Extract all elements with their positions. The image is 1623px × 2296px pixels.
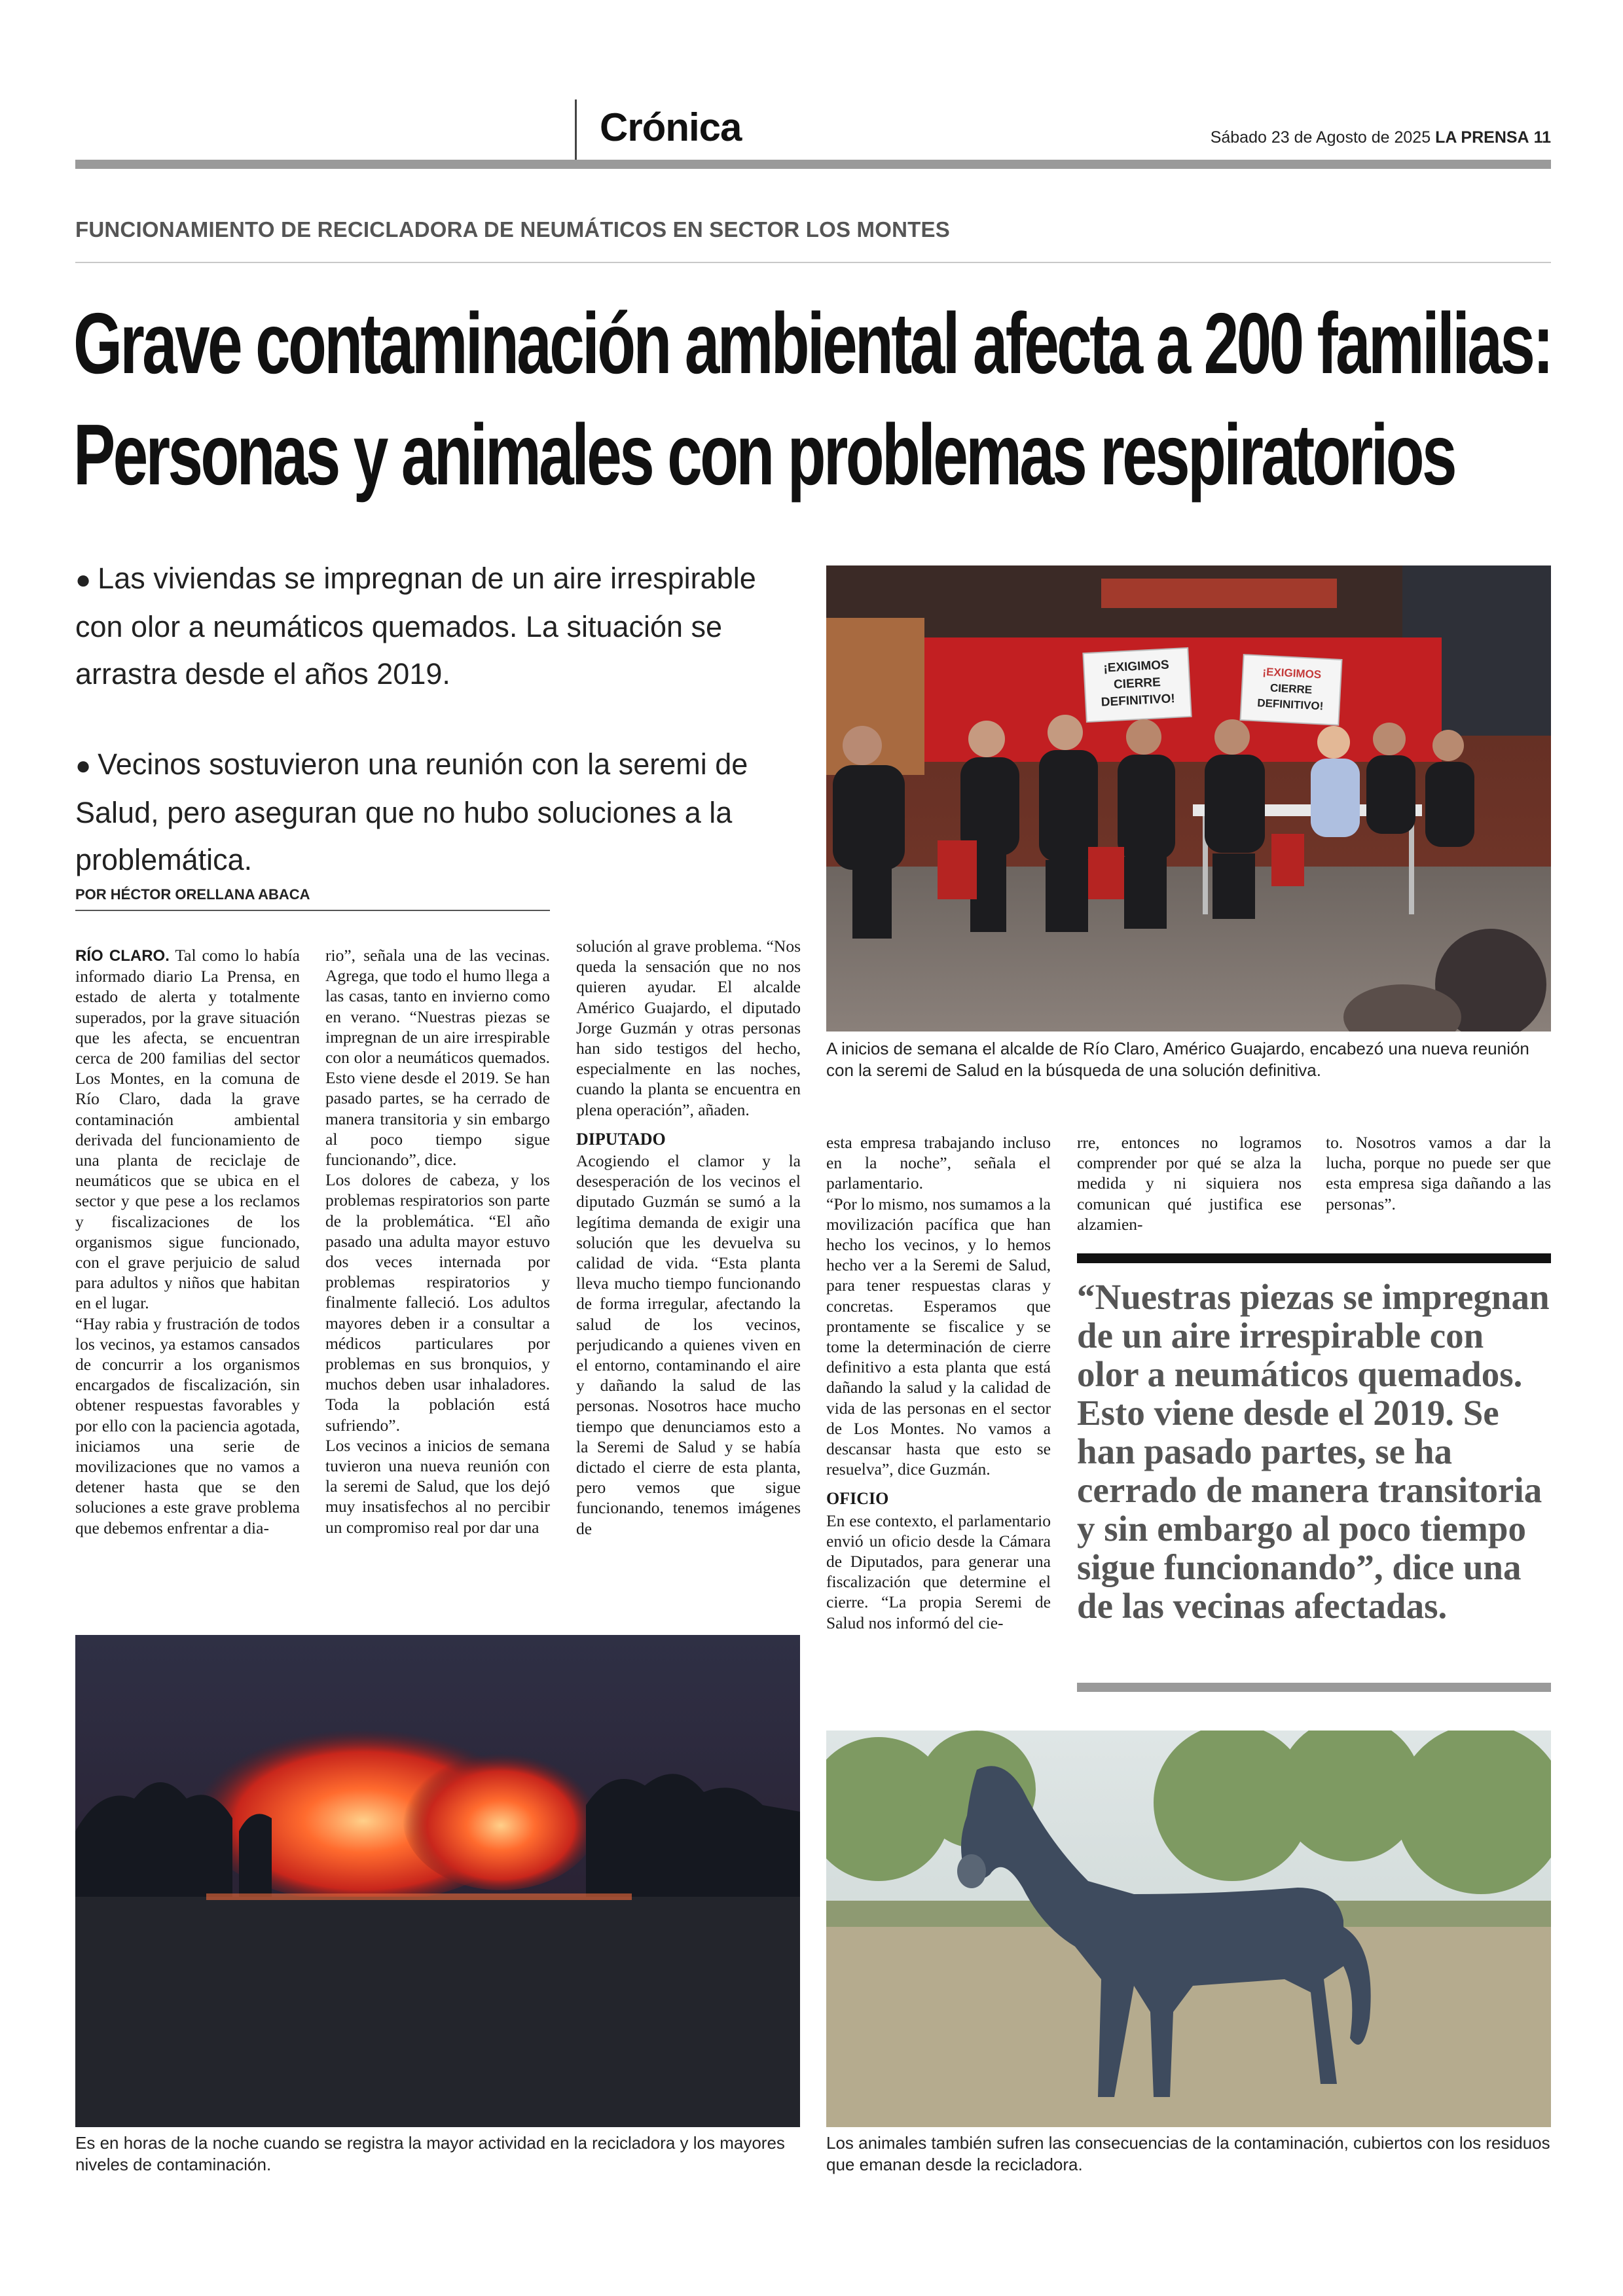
bullet-dot-icon: ● — [75, 751, 92, 780]
body-column-3 — [576, 936, 801, 1539]
horse-photo-caption: Los animales también sufren las consecuencias de la contaminación, cubiertos con los residuos que emanan desde la recicladora. — [826, 2133, 1550, 2174]
byline-rule — [75, 910, 550, 911]
protest-sign-line: ¡EXIGIMOS — [1103, 658, 1170, 675]
body-paragraph: En ese contexto, el parlamentario envió un oficio desde la Cámara de Diputados, para generar una fiscalización que determine el cierre. “La propia Seremi de Salud nos informó del cie- — [826, 1511, 1051, 1632]
newspaper-name: LA PRENSA — [1435, 128, 1529, 147]
pull-quote-bottom-bar — [1077, 1683, 1551, 1692]
body-column-4 — [826, 1132, 1051, 1633]
headline-line-1: Grave contaminación ambiental afecta a 200 familias: — [73, 295, 1552, 391]
issue-date: Sábado 23 de Agosto de 2025 — [1210, 128, 1431, 147]
body-paragraph: Los dolores de cabeza, y los problemas respiratorios son parte de la problemática. “El año pasado una adulta mayor estuvo dos veces internada por problemas respiratorios y finalmente falleció. Los adultos mayores deben ir a consultar a médicos particulares por problemas en sus bronquios, y muchos deben usar inhaladores. Toda la población está sufriendo”. — [325, 1170, 550, 1435]
body-paragraph: rio”, señala una de las vecinas. Agrega, que todo el humo llega a las casas, tanto en invierno como en verano. “Nuestras piezas se impregnan de un aire irrespirable con olor a neumáticos quemados. Esto viene desde el 2019. Se han pasado partes, se ha cerrado de manera transitoria y sin embargo al poco tiempo sigue funcionando”, dice. — [325, 946, 550, 1170]
body-paragraph — [75, 945, 300, 1314]
kicker-rule — [75, 262, 1551, 263]
body-paragraph: esta empresa trabajando incluso en la noche”, señala el parlamentario. — [826, 1133, 1051, 1193]
kicker: FUNCIONAMIENTO DE RECICLADORA DE NEUMÁTICOS EN SECTOR LOS MONTES — [75, 217, 950, 242]
meeting-photo — [826, 565, 1551, 1031]
body-text: Tal como lo había informado diario La Prensa, en estado de alerta y totalmente superados, por la grave situación que les afecta, se encuentran cerca de 200 familias del sector Los Montes, en la comuna de Río Claro, dada la grave contaminación ambiental derivada del funcionamiento de una planta de reciclaje de neumáticos que se ubica en el sector y que pese a los reclamos y fiscalizaciones de los organismos sigue funcionado, con el grave perjuicio de salud para adultos y niños que habitan en el lugar. — [75, 946, 300, 1313]
byline: POR HÉCTOR ORELLANA ABACA — [75, 886, 310, 903]
body-paragraph: Acogiendo el clamor y la desesperación de los vecinos el diputado Guzmán se sumó a la legítima demanda de exigir una solución que les devuelva su calidad de vida. “Esta planta lleva mucho tiempo funcionando de forma irregular, afectando la salud de los vecinos, perjudicando a quienes viven en el entorno, contaminando el aire y dañando la salud de las personas. Nosotros hace mucho tiempo que denunciamos esto a la Seremi de Salud y se había dictado el cierre de esta planta, pero vemos que sigue funcionando, tenemos imágenes de — [576, 1151, 801, 1538]
headline-line-2: Personas y animales con problemas respiratorios — [73, 406, 1455, 503]
subhead-oficio: OFICIO — [826, 1489, 889, 1509]
protest-sign-line: DEFINITIVO! — [1101, 692, 1176, 709]
body-column-1 — [75, 945, 300, 1538]
summary-bullet-text: Las viviendas se impregnan de un aire irrespirable con olor a neumáticos quemados. La situación se arrastra desde el años 2019. — [75, 562, 756, 691]
pull-quote: “Nuestras piezas se impregnan de un aire irrespirable con olor a neumáticos quemados. Esto viene desde el 2019. Se han pasado partes, se ha cerrado de manera transitoria y sin embargo al poco tiempo sigue funcionando”, dice una de las vecinas afectadas. — [1077, 1277, 1550, 1626]
header-bar — [75, 160, 1551, 169]
dateline: RÍO CLARO. — [75, 947, 170, 965]
body-column-6 — [1326, 1132, 1551, 1214]
header-date — [1211, 128, 1551, 147]
bullet-dot-icon: ● — [75, 565, 92, 594]
section-name: Crónica — [600, 105, 742, 149]
summary-bullet — [75, 555, 809, 698]
protest-sign-line: CIERRE — [1113, 675, 1161, 692]
body-paragraph: Los vecinos a inicios de semana tuvieron una nueva reunión con la seremi de Salud, que los dejó muy insatisfechos al no percibir un compromiso real por dar una — [325, 1435, 550, 1537]
horse-photo-image — [826, 1731, 1551, 2127]
section-divider — [575, 99, 577, 160]
subhead-diputado: DIPUTADO — [576, 1129, 666, 1149]
fire-photo-caption: Es en horas de la noche cuando se registra la mayor actividad en la recicladora y los mayores niveles de contaminación. — [75, 2133, 785, 2174]
protest-sign-line: ¡EXIGIMOS — [1262, 665, 1322, 681]
body-paragraph: “Por lo mismo, nos sumamos a la movilización pacífica que han hecho los vecinos, y lo hemos hecho ver a la Seremi de Salud, para tener respuestas claras y concretas. Esperamos que prontamente se fiscalice y se tome la determinación de cierre definitivo a esta planta que está dañando la salud y la calidad de vida de las personas en el sector de Los Montes. No vamos a descansar hasta que esto se resuelva”, dice Guzmán. — [826, 1194, 1051, 1479]
meeting-photo-image — [826, 565, 1551, 1031]
pull-quote-top-bar — [1077, 1253, 1551, 1263]
meeting-photo-caption: A inicios de semana el alcalde de Río Claro, Américo Guajardo, encabezó una nueva reunión con la seremi de Salud en la búsqueda de una solución definitiva. — [826, 1039, 1529, 1080]
night-fire-photo-image — [75, 1635, 800, 2127]
protest-sign-line: CIERRE — [1269, 681, 1313, 696]
body-column-5 — [1077, 1132, 1302, 1234]
night-fire-photo — [75, 1635, 800, 2127]
summary-bullet — [75, 741, 782, 884]
body-paragraph: “Hay rabia y frustración de todos los vecinos, ya estamos cansados de concurrir a los organismos encargados de fiscalización, sin obtener respuestas favorables y por ello con la paciencia agotada, iniciamos una serie de movilizaciones que no vamos a detener hasta que se den soluciones a este grave problema que debemos enfrentar a dia- — [75, 1314, 300, 1537]
body-column-2 — [325, 945, 550, 1537]
horse-photo — [826, 1731, 1551, 2127]
body-paragraph: rre, entonces no logramos comprender por qué se alza la medida y ni siquiera nos comunican qué justifica ese alzamien- — [1077, 1133, 1302, 1234]
protest-sign-line: DEFINITIVO! — [1256, 696, 1324, 713]
headline — [73, 288, 1552, 511]
body-paragraph: solución al grave problema. “Nos queda la sensación que no nos quieren ayudar. El alcalde Américo Guajardo, el diputado Jorge Guzmán y otras personas han sido testigos del hecho, especialmente en las noches, cuando la planta se encuentra en plena operación”, añaden. — [576, 937, 801, 1119]
summary-bullet-text: Vecinos sostuvieron una reunión con la seremi de Salud, pero aseguran que no hubo soluciones a la problemática. — [75, 747, 748, 876]
body-paragraph: to. Nosotros vamos a dar la lucha, porque no puede ser que esta empresa siga dañando a las personas”. — [1326, 1133, 1551, 1213]
page-number: 11 — [1533, 128, 1551, 147]
